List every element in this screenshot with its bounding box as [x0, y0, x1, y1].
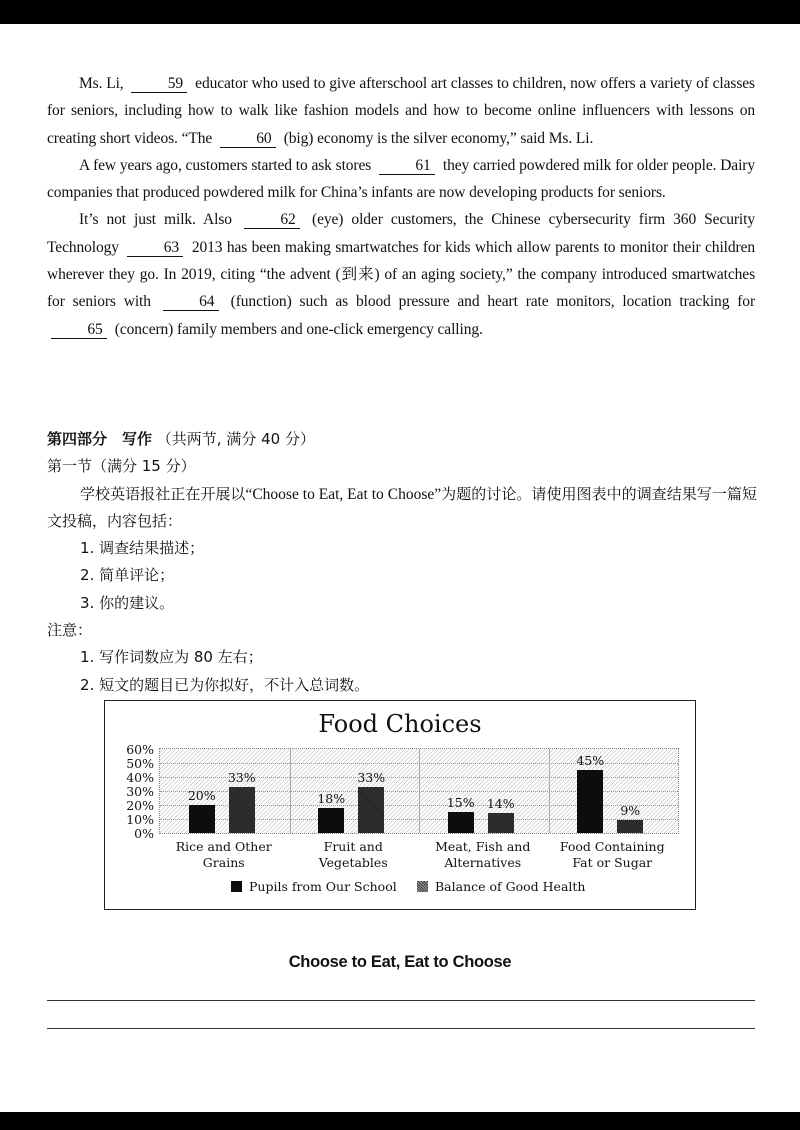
legend-label: Balance of Good Health — [435, 879, 586, 894]
cloze-blank-59[interactable]: 59 — [131, 75, 187, 93]
bar-value-label: 33% — [357, 769, 386, 785]
cloze-blank-65[interactable]: 65 — [51, 321, 107, 339]
scan-bottom-border — [0, 1112, 800, 1130]
bar-value-label: 15% — [446, 795, 475, 810]
category-label: Food Containing Fat or Sugar — [559, 839, 665, 870]
y-tick: 30% — [126, 784, 154, 799]
task-description — [47, 481, 757, 536]
category-divider — [419, 749, 420, 833]
cloze-blank-64[interactable]: 64 — [163, 293, 219, 311]
y-tick: 50% — [126, 756, 154, 771]
bar-value-label: 33% — [227, 769, 256, 785]
bar-balance — [358, 787, 384, 833]
passage-paragraph: A few years ago, customers started to ask stores 61 they carried powdered milk for older people. Dairy companies that produced powdered milk for China’s infants are now developing products for seniors. — [47, 156, 755, 202]
content-item: 2. 简单评论； — [80, 566, 175, 585]
y-tick: 60% — [126, 742, 154, 757]
answer-line[interactable] — [47, 1000, 755, 1001]
writing-instructions — [47, 426, 767, 699]
scan-top-border — [0, 0, 800, 24]
y-tick: 40% — [126, 770, 154, 785]
category-label: Meat, Fish and Alternatives — [435, 839, 531, 870]
bar-value-label: 14% — [486, 796, 515, 812]
bar-balance — [488, 813, 514, 833]
content-item: 3. 你的建议。 — [80, 593, 175, 612]
note-item: 1. 写作词数应为 80 左右； — [80, 648, 263, 667]
bar-value-label: 9% — [620, 803, 641, 819]
bar-pupils — [318, 808, 344, 833]
y-tick: 20% — [126, 798, 154, 813]
bar-value-label: 18% — [317, 790, 346, 806]
hatched-swatch-icon — [417, 881, 428, 892]
category-divider — [549, 749, 550, 833]
passage-paragraph: Ms. Li, 59 educator who used to give afterschool art classes to children, now offers a variety of classes for seniors, including how to walk like fashion models and how to become online influencers with lessons on creating short videos. “The 60 (big) economy is the silver economy,” said Ms. Li. — [47, 75, 755, 147]
answer-line[interactable] — [47, 1028, 755, 1029]
bar-pupils — [189, 805, 215, 833]
cloze-blank-60[interactable]: 60 — [220, 130, 276, 148]
legend-item-balance — [417, 879, 585, 894]
y-tick: 10% — [126, 812, 154, 827]
bar-value-label: 20% — [187, 788, 216, 803]
cloze-blank-63[interactable]: 63 — [127, 239, 183, 257]
note-item: 2. 短文的题目已为你拟好，不计入总词数。 — [80, 675, 370, 694]
legend-label: Pupils from Our School — [249, 879, 397, 894]
passage-paragraph: It’s not just milk. Also 62 (eye) older customers, the Chinese cybersecurity firm 360 Security Technology 63 2013 has been making smartwatches for kids which allow parents to monitor their children wherever they go. In 2019, citing “the advent (到来) of an aging society,” the company introduced smartwatches for seniors with 64 (function) such as blood pressure and heart rate monitors, location tracking for 65 (concern) family members and one-click emergency calling. — [47, 211, 756, 338]
essay-title: Choose to Eat, Eat to Choose — [288, 953, 512, 971]
cloze-blank-61[interactable]: 61 — [379, 157, 435, 175]
task-topic: “Choose to Eat, Eat to Choose” — [245, 485, 442, 503]
bar-pupils — [448, 812, 474, 833]
part-heading-title: 第四部分 写作 — [47, 430, 153, 448]
chart-title: Food Choices — [318, 710, 482, 738]
part-heading — [47, 426, 767, 453]
cloze-blank-62[interactable]: 62 — [244, 211, 300, 229]
content-item: 1. 调查结果描述； — [80, 539, 205, 558]
notes-label: 注意： — [47, 621, 93, 640]
bar-value-label: 45% — [576, 753, 605, 768]
part-heading-score: （共两节, 满分 40 分） — [156, 430, 315, 448]
category-label: Rice and Other Grains — [175, 839, 272, 870]
plot-area — [126, 742, 679, 841]
legend-item-pupils — [231, 879, 397, 894]
food-choices-chart — [104, 700, 696, 910]
bar-balance — [617, 820, 643, 833]
cloze-passage — [47, 70, 755, 343]
category-label: Fruit and Vegetables — [318, 839, 388, 870]
bar-pupils — [577, 770, 603, 833]
section-heading: 第一节（满分 15 分） — [47, 457, 196, 476]
task-text-pre: 学校英语报社正在开展以 — [80, 484, 246, 503]
solid-swatch-icon — [231, 881, 242, 892]
y-tick: 0% — [134, 826, 154, 841]
bar-balance — [229, 787, 255, 833]
category-divider — [290, 749, 291, 833]
task-text-post: 为题的讨论。请使用图表中的调查结果写一篇短文投稿，内容包括： — [47, 484, 757, 530]
